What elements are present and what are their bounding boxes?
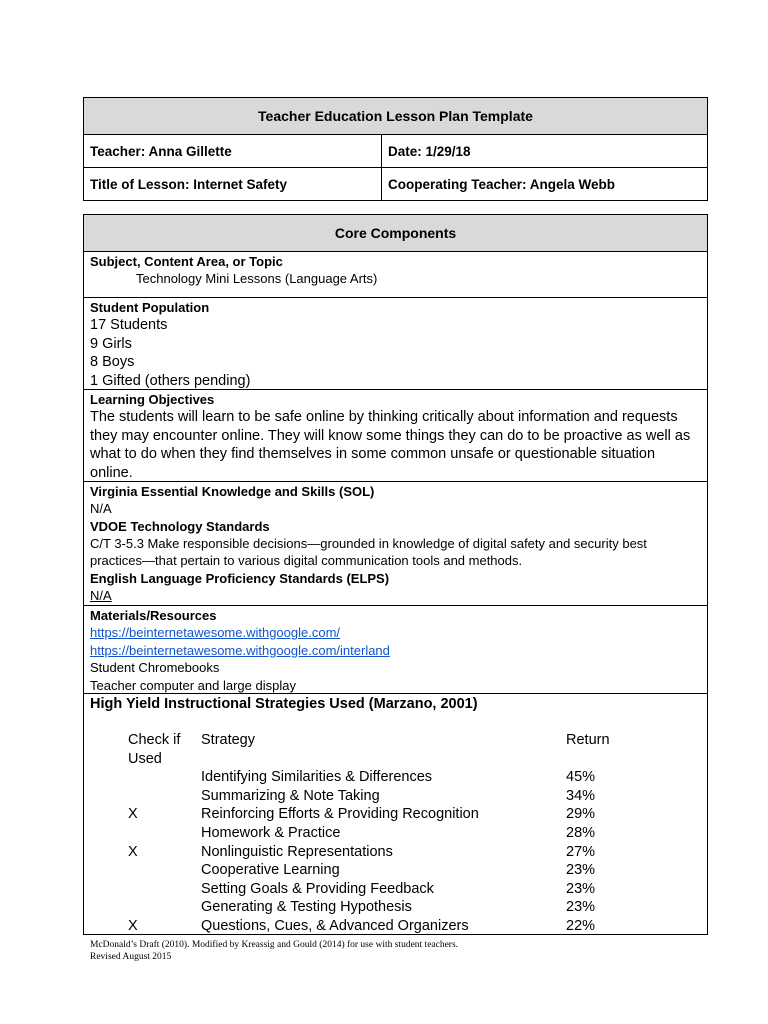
core-components-table <box>83 214 708 935</box>
lesson-title: Title of Lesson: Internet Safety <box>84 168 382 200</box>
sol-value: N/A <box>90 501 112 516</box>
strategy-check: X <box>128 806 138 823</box>
population-line: 9 Girls <box>90 335 132 352</box>
strategy-row <box>90 787 701 806</box>
strategy-row <box>90 917 701 934</box>
check-column-header: Check if Used <box>128 732 181 767</box>
resource-link[interactable]: https://beinternetawesome.withgoogle.com/interland <box>90 642 390 658</box>
elps-label: English Language Proficiency Standards (ELPS) <box>90 570 390 586</box>
objectives-section <box>84 389 707 481</box>
strategy-check <box>90 898 201 917</box>
lesson-date: Date: 1/29/18 <box>388 143 471 159</box>
materials-item: Teacher computer and large display <box>90 677 296 693</box>
population-section <box>84 297 707 389</box>
strategy-name: Generating & Testing Hypothesis <box>201 899 412 916</box>
objectives-text: The students will learn to be safe online by thinking critically about information and requests they may encounter online. They will know some things they can do to be proactive as well as what to do when they find themselves in some common unsafe or questionable situation online. <box>90 409 691 481</box>
strategies-list <box>90 768 701 934</box>
core-components-heading: Core Components <box>84 215 707 252</box>
strategies-section <box>84 693 707 934</box>
strategy-return: 22% <box>566 917 596 934</box>
population-label: Student Population <box>90 300 210 315</box>
strategy-row <box>90 805 701 824</box>
strategy-check <box>90 861 201 880</box>
population-line: 8 Boys <box>90 354 135 370</box>
strategy-name: Cooperative Learning <box>201 862 340 879</box>
strategy-column-header: Strategy <box>201 732 255 748</box>
strategy-row <box>90 861 701 880</box>
cooperating-teacher: Cooperating Teacher: Angela Webb <box>388 176 616 192</box>
header-table <box>83 97 708 201</box>
strategy-return: 45% <box>566 769 596 786</box>
strategy-row <box>90 880 701 899</box>
strategy-return: 29% <box>566 806 596 823</box>
strategy-check: X <box>128 917 138 934</box>
strategy-row <box>90 843 701 862</box>
strategy-name: Homework & Practice <box>201 824 341 841</box>
strategy-check: X <box>128 843 138 860</box>
lesson-title-row <box>84 168 707 200</box>
sol-label: Virginia Essential Knowledge and Skills (SOL) <box>90 484 375 499</box>
resource-link[interactable]: https://beinternetawesome.withgoogle.com/ <box>90 625 341 640</box>
materials-label: Materials/Resources <box>90 608 217 623</box>
vdoe-label: VDOE Technology Standards <box>90 518 270 534</box>
strategy-row <box>90 768 701 787</box>
return-column-header: Return <box>566 732 610 748</box>
strategy-row <box>90 824 701 843</box>
strategies-label: High Yield Instructional Strategies Used (Marzano, 2001) <box>90 696 478 712</box>
teacher-name: Teacher: Anna Gillette <box>84 135 382 167</box>
population-line: 1 Gifted (others pending) <box>90 372 251 389</box>
teacher-date-row <box>84 135 707 168</box>
strategy-return: 23% <box>566 862 596 879</box>
strategy-check <box>90 768 201 787</box>
footer-revised: Revised August 2015 <box>90 952 172 962</box>
footer <box>90 939 458 963</box>
materials-item: Student Chromebooks <box>90 660 220 675</box>
subject-value: Technology Mini Lessons (Language Arts) <box>136 271 378 286</box>
strategy-return: 27% <box>566 843 596 860</box>
strategy-name: Summarizing & Note Taking <box>201 787 380 804</box>
subject-section <box>84 252 707 297</box>
strategy-return: 23% <box>566 880 596 897</box>
strategy-return: 34% <box>566 787 596 804</box>
document-title: Teacher Education Lesson Plan Template <box>84 98 707 135</box>
strategy-check <box>90 787 201 806</box>
footer-credit: McDonald’s Draft (2010). Modified by Kreassig and Gould (2014) for use with student teachers. <box>90 940 459 950</box>
strategy-name: Setting Goals & Providing Feedback <box>201 880 434 897</box>
strategies-header-row <box>90 731 701 768</box>
population-line: 17 Students <box>90 317 168 333</box>
strategy-row <box>90 898 701 917</box>
strategy-name: Questions, Cues, & Advanced Organizers <box>201 917 469 934</box>
materials-section <box>84 605 707 693</box>
strategy-name: Nonlinguistic Representations <box>201 843 393 860</box>
subject-label: Subject, Content Area, or Topic <box>90 254 283 269</box>
strategy-name: Reinforcing Efforts & Providing Recognition <box>201 806 479 823</box>
strategy-name: Identifying Similarities & Differences <box>201 769 433 786</box>
strategy-check <box>90 880 201 899</box>
elps-value: N/A <box>90 587 112 603</box>
standards-section <box>84 481 707 605</box>
vdoe-value: C/T 3-5.3 Make responsible decisions—grounded in knowledge of digital safety and security best practices—that pertain to various digital communication tools and methods. <box>90 535 647 568</box>
strategy-return: 23% <box>566 899 596 916</box>
strategy-return: 28% <box>566 824 596 841</box>
objectives-label: Learning Objectives <box>90 392 215 407</box>
strategy-check <box>90 824 201 843</box>
